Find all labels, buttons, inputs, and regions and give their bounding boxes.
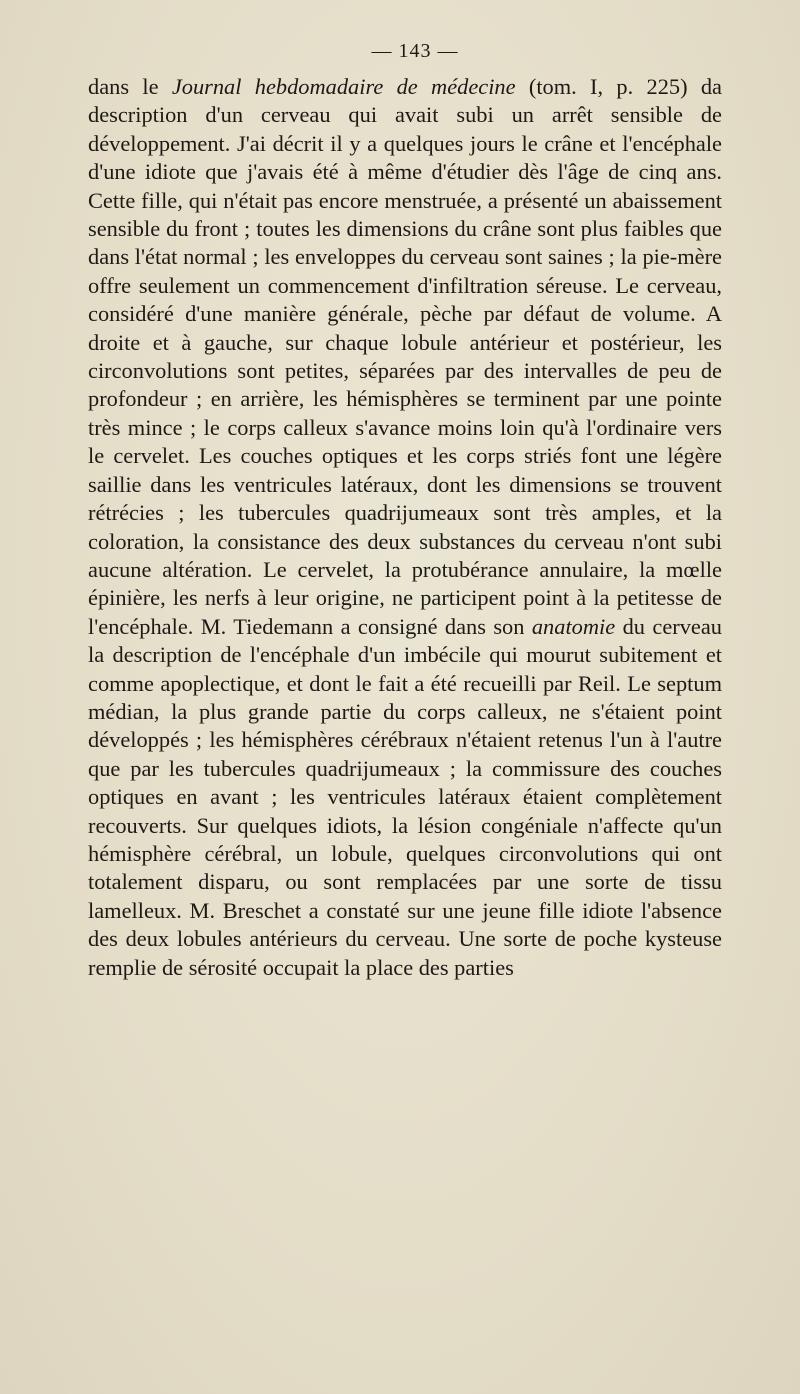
page-number: — 143 — xyxy=(371,40,459,62)
text-segment-1: dans le xyxy=(88,74,172,99)
text-segment-2: (tom. I, p. 225) da description d'un cerveau qui avait subi un arrêt sensible de développement. J'ai décrit il y a quelques jours le crâne et l'encéphale d'une idiote que j'avais été à même d'étudier dès l'âge de cinq ans. Cette fille, qui n'était pas encore menstruée, a présenté un abaissement sensible du front ; toutes les dimensions du crâne sont plus faibles que dans l'état normal ; les enveloppes du cerveau sont saines ; la pie-mère offre seulement un commencement d'infiltration séreuse. Le cerveau, considéré d'une manière générale, pèche par défaut de volume. A droite et à gauche, sur chaque lobule antérieur et postérieur, les circonvolutions sont petites, séparées par des intervalles de peu de profondeur ; en arrière, les hémisphères se terminent par une pointe très mince ; le corps calleux s'avance moins loin qu'à l'ordinaire vers le cervelet. Les couches optiques et les corps striés font une légère saillie dans les ventricules latéraux, dont les dimensions se trouvent rétrécies ; les tubercules quadrijumeaux sont très amples, et la coloration, la consistance des deux substances du cerveau n'ont subi aucune altération. Le cervelet, la protubérance annulaire, la mœlle épinière, les nerfs à leur origine, ne participent point à la petitesse de l'encéphale. M. Tiedemann a consigné dans son xyxy=(88,74,722,639)
body-paragraph xyxy=(88,73,722,982)
anatomy-word: anatomie xyxy=(531,613,616,639)
journal-title: Journal hebdomadaire de médecine xyxy=(171,74,516,99)
text-segment-3: du cerveau la description de l'encéphale d'un imbécile qui mourut subitement et comme apoplectique, et dont le fait a été recueilli par Reil. Le septum médian, la plus grande partie du corps calleux, ne s'étaient point développés ; les hémisphères cérébraux n'étaient retenus l'un à l'autre que par les tubercules quadrijumeaux ; la commissure des couches optiques en avant ; les ventricules latéraux étaient complètement recouverts. Sur quelques idiots, la lésion congéniale n'affecte qu'un hémisphère cérébral, un lobule, quelques circonvolutions qui ont totalement disparu, ou sont remplacées par une sorte de tissu lamelleux. M. Breschet a constaté sur une jeune fille idiote l'absence des deux lobules antérieurs du cerveau. Une sorte de poche kysteuse remplie de sérosité occupait la place des parties xyxy=(88,613,722,980)
